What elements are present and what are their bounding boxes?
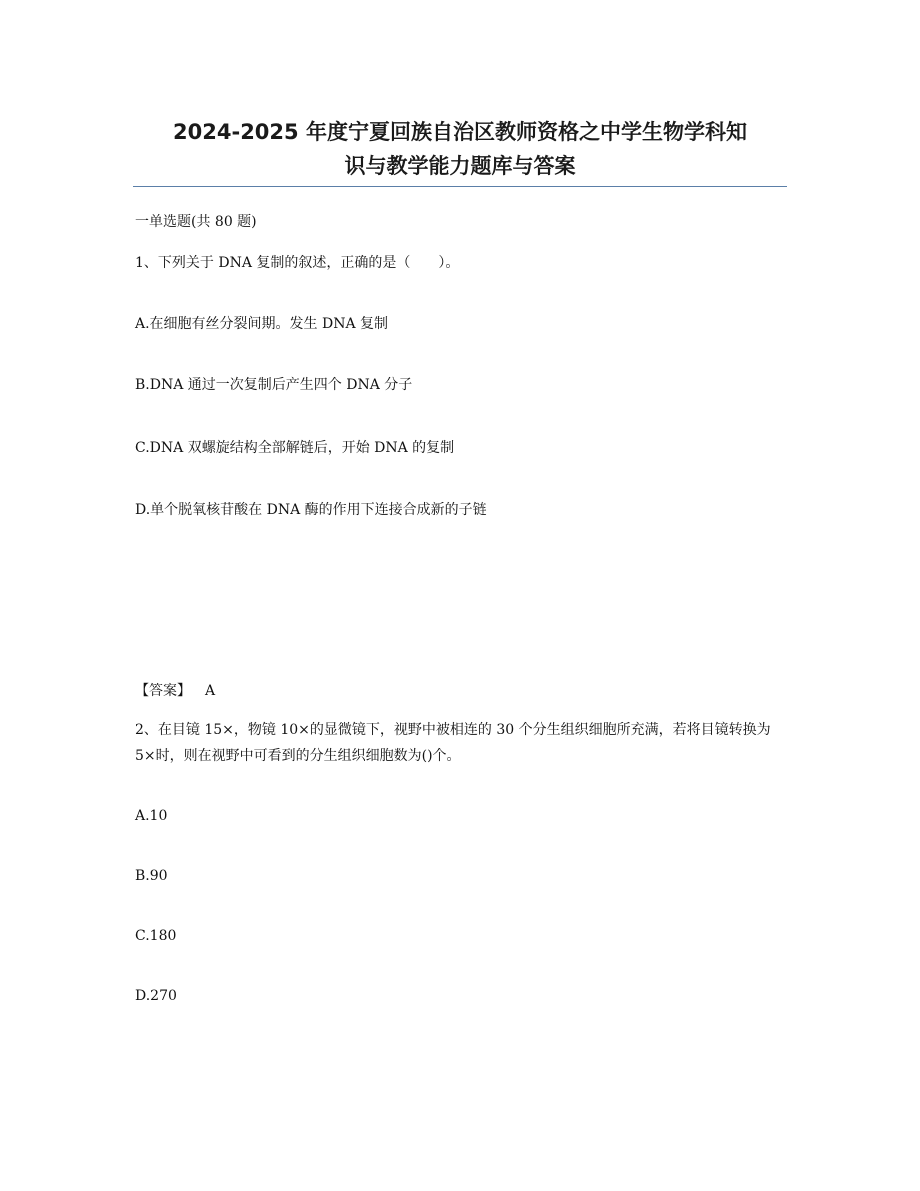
- question-1-option-b: B.DNA 通过一次复制后产生四个 DNA 分子: [135, 377, 413, 393]
- question-1-option-a: A.在细胞有丝分裂间期。发生 DNA 复制: [135, 316, 389, 332]
- question-1-option-c: C.DNA 双螺旋结构全部解链后，开始 DNA 的复制: [135, 440, 455, 456]
- section-heading: 一单选题(共 80 题): [135, 214, 257, 230]
- title-divider: [133, 186, 787, 187]
- question-1-option-d: D.单个脱氧核苷酸在 DNA 酶的作用下连接合成新的子链: [135, 502, 487, 518]
- answer-value: A: [205, 683, 216, 699]
- question-2-stem: 2、在目镜 15×，物镜 10×的显微镜下，视野中被相连的 30 个分生组织细胞所充满，若将目镜转换为 5×时，则在视野中可看到的分生组织细胞数为()个。: [135, 722, 771, 764]
- question-2-option-b: B.90: [135, 868, 168, 884]
- answer-label: 【答案】: [135, 683, 191, 699]
- document-title-line-1: 2024-2025 年度宁夏回族自治区教师资格之中学生物学科知: [173, 120, 747, 144]
- question-1-stem: 1、下列关于 DNA 复制的叙述，正确的是（ ）。: [135, 255, 460, 271]
- question-2-option-d: D.270: [135, 988, 177, 1004]
- question-1-answer: [135, 681, 215, 701]
- question-2-option-c: C.180: [135, 928, 177, 944]
- question-2-option-a: A.10: [135, 808, 168, 824]
- document-title-line-2: 识与教学能力题库与答案: [344, 154, 576, 178]
